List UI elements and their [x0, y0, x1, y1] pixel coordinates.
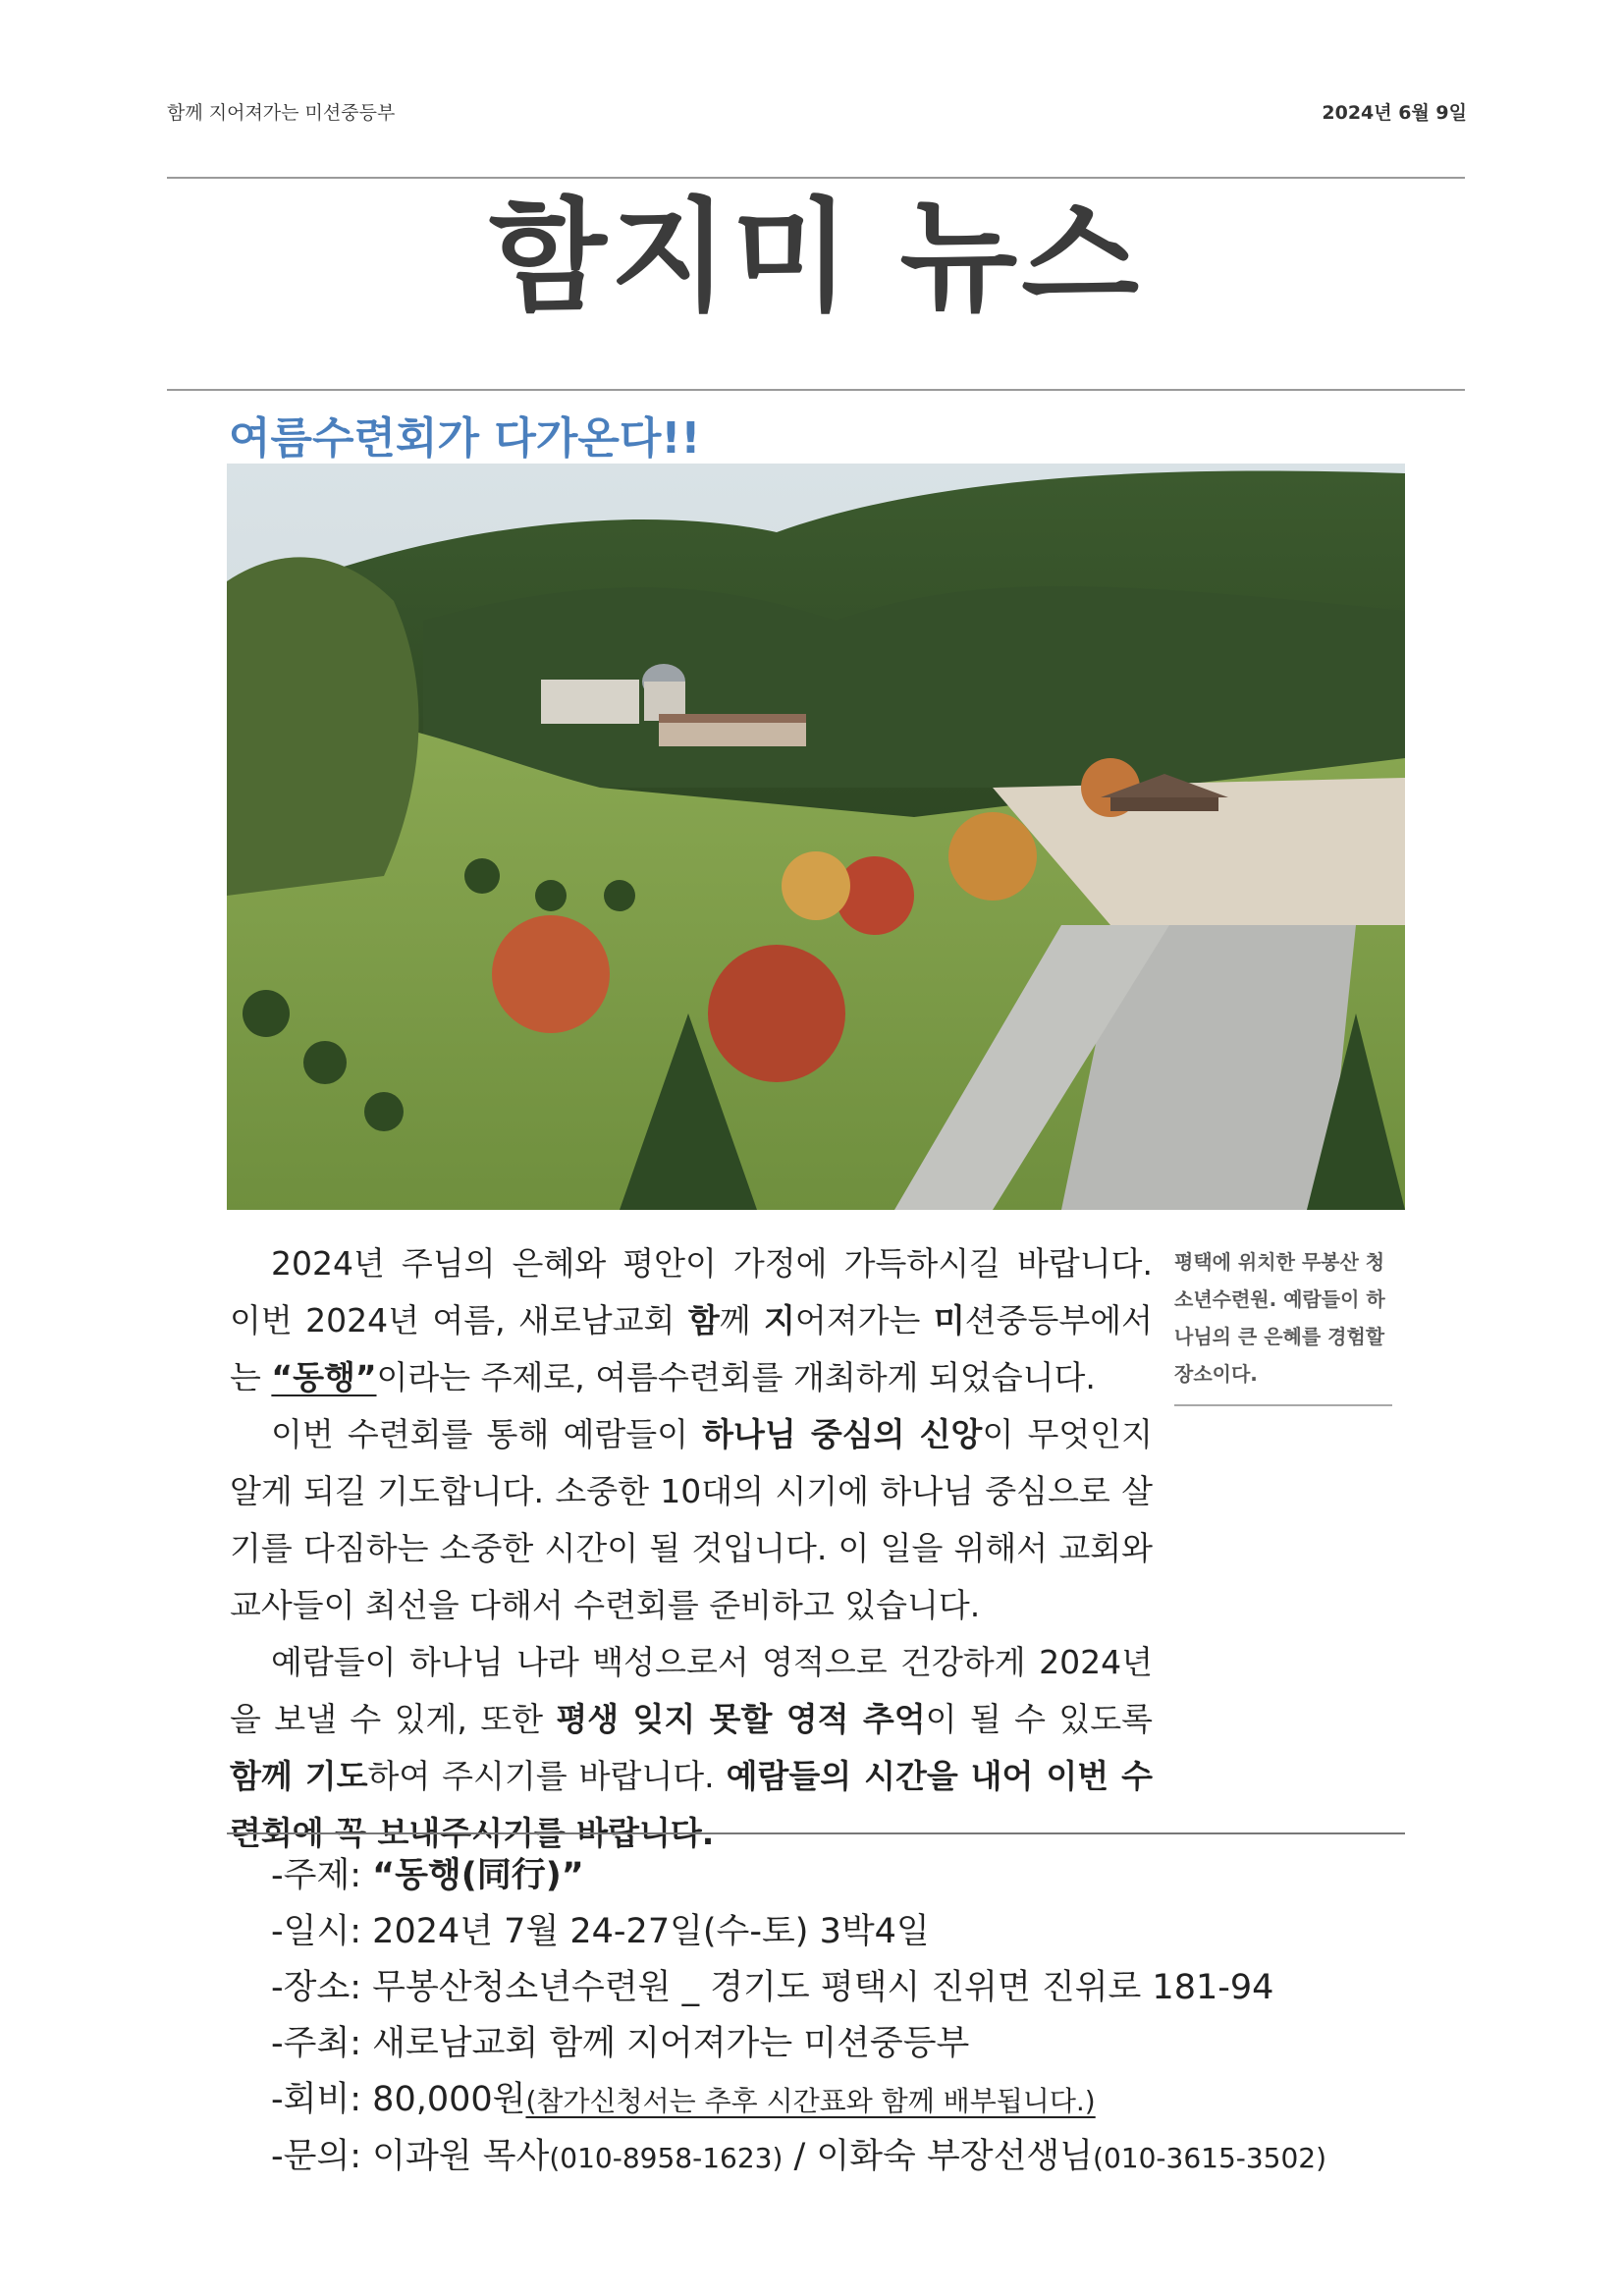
text-run: 션중등부에서는 — [230, 1301, 1153, 1396]
contact-name: 이화숙 부장선생님 — [816, 2137, 1094, 2176]
top-rule — [167, 177, 1465, 179]
detail-date — [271, 1904, 1326, 1960]
detail-label: -회비: — [271, 2080, 373, 2119]
contact-phone: (010-3615-3502) — [1093, 2142, 1327, 2174]
contact-phone: (010-8958-1623) — [549, 2142, 784, 2174]
text-run: 이 될 수 있도록 — [925, 1700, 1153, 1738]
article-paragraph-1 — [230, 1235, 1153, 1406]
detail-theme — [271, 1848, 1326, 1904]
contact-separator: / — [783, 2137, 817, 2176]
details-rule — [227, 1832, 1405, 1834]
detail-value: 새로남교회 함께 지어져가는 미션중등부 — [372, 2024, 970, 2063]
bold-run: 예람들의 시간을 내어 이번 수련회에 꼭 보내주시기를 바랍니다. — [230, 1757, 1153, 1852]
text-run: 하여 주시기를 바랍니다. — [367, 1757, 727, 1795]
header-org: 함께 지어져가는 미션중등부 — [167, 102, 396, 124]
detail-value: 80,000원 — [372, 2080, 526, 2119]
detail-value: “동행(同行)” — [372, 1856, 584, 1895]
text-run: 예람들이 하나님 나라 백성으로서 영적으로 건강하게 2024년을 보낼 수 있게, 또한 — [230, 1643, 1153, 1738]
text-run: 이라는 주제로, 여름수련회를 개최하게 되었습니다. — [376, 1358, 1096, 1396]
text-run: 이번 수련회를 통해 예람들이 — [271, 1415, 703, 1453]
bold-run: 평생 잊지 못할 영적 추억 — [556, 1700, 926, 1738]
article-paragraph-3 — [230, 1634, 1153, 1862]
contact-name: 이과원 목사 — [372, 2137, 550, 2176]
detail-host — [271, 2016, 1326, 2072]
bold-run: 함께 기도 — [230, 1757, 368, 1795]
detail-value: 2024년 7월 24-27일(수-토) 3박4일 — [372, 1912, 930, 1951]
detail-label: -주최: — [271, 2024, 373, 2063]
bold-run: 하나님 중심의 신앙 — [702, 1415, 983, 1453]
bold-run: 지 — [764, 1301, 795, 1339]
detail-label: -주제: — [271, 1856, 373, 1895]
article-body — [230, 1235, 1153, 1862]
retreat-center-photo — [227, 464, 1405, 1210]
detail-place — [271, 1960, 1326, 2016]
header-date: 2024년 6월 9일 — [1322, 102, 1467, 124]
text-run: 2024년 주님의 은혜와 평안이 가정에 가득하시길 바랍니다. 이번 2024년 여름, 새로남교회 — [230, 1244, 1153, 1339]
bold-run: 미 — [933, 1301, 965, 1339]
text-run: 께 — [719, 1301, 765, 1339]
detail-label: -일시: — [271, 1912, 373, 1951]
fee-note: (참가신청서는 추후 시간표와 함께 배부됩니다.) — [525, 2085, 1096, 2117]
event-details — [271, 1848, 1326, 2186]
detail-fee — [271, 2072, 1326, 2129]
bold-run: 함 — [687, 1301, 720, 1339]
article-paragraph-2 — [230, 1406, 1153, 1634]
masthead-title: 함지미 뉴스 — [488, 187, 1144, 328]
detail-label: -장소: — [271, 1968, 373, 2007]
text-run: 어져가는 — [794, 1301, 934, 1339]
text-run: 이 무엇인지 알게 되길 기도합니다. 소중한 10대의 시기에 하나님 중심으로 살기를 다짐하는 소중한 시간이 될 것입니다. 이 일을 위해서 교회와 교사들이 최선을 다해서 수련회를 준비하고 있습니다. — [230, 1415, 1153, 1624]
detail-value: 무봉산청소년수련원 _ 경기도 평택시 진위면 진위로 181-94 — [372, 1968, 1274, 2007]
detail-label: -문의: — [271, 2137, 373, 2176]
photo-caption: 평택에 위치한 무봉산 청소년수련원. 예람들이 하나님의 큰 은혜를 경험할 장소이다. — [1174, 1243, 1392, 1406]
article-headline: 여름수련회가 다가온다!! — [229, 413, 701, 464]
masthead-rule — [167, 389, 1465, 391]
theme-highlight: “동행” — [271, 1358, 377, 1396]
detail-contact — [271, 2129, 1326, 2186]
